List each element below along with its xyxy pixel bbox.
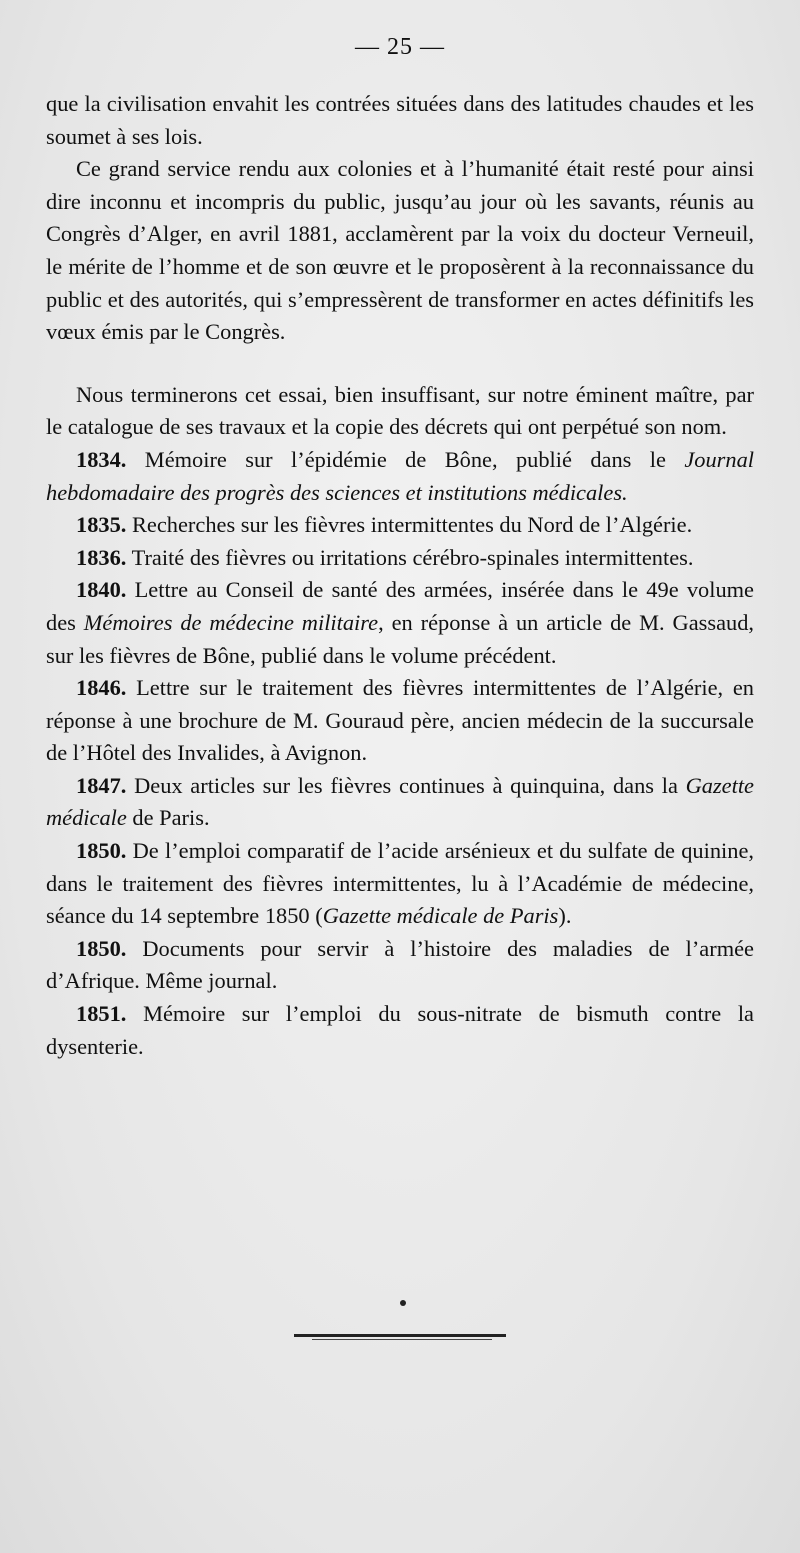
entry-year: 1850. (76, 935, 127, 961)
text-run: Lettre sur le traitement des fièvres intermittentes de l’Algérie, en réponse à une brochure de M. Gouraud père, ancien médecin de la succursale de l’Hôtel des Invalides, à Avignon. (46, 675, 754, 766)
end-rule (294, 1334, 506, 1337)
paragraph (46, 379, 754, 444)
entry-year: 1850. (76, 838, 127, 864)
text-run: Lettre au Conseil de santé des armées, insérée dans le 49e volume des (46, 577, 754, 635)
text-run: Mémoire sur l’épidémie de Bône, publié dans le (126, 446, 685, 472)
text-run: de Paris. (126, 805, 210, 831)
text-run: Nous terminerons cet essai, bien insuffisant, sur notre éminent maître, par le catalogue de ses travaux et la copie des décrets qui ont perpétué son nom. (46, 381, 754, 440)
end-rule-underline (312, 1339, 492, 1340)
ornament-dot (400, 1300, 406, 1306)
text-run: Documents pour servir à l’histoire des maladies de l’armée d’Afrique. Même journal. (46, 935, 754, 994)
paragraph (46, 542, 754, 575)
paragraph (46, 88, 754, 153)
entry-year: 1851. (76, 1001, 127, 1027)
paragraph (46, 444, 754, 509)
italic-title: Mémoires de médecine militaire (83, 609, 379, 635)
page-number: — 25 — (355, 34, 445, 60)
entry-year: 1840. (76, 577, 127, 603)
paragraph (46, 998, 754, 1063)
italic-title: Gazette médicale (46, 772, 754, 831)
text-run: Traité des fièvres ou irritations cérébro-spinales intermittentes. (126, 544, 694, 570)
paragraph (46, 574, 754, 672)
paragraph (46, 509, 754, 542)
text-run: Ce grand service rendu aux colonies et à l’humanité était resté pour ainsi dire inconnu et incompris du public, jusqu’au jour où les savants, réunis au Congrès d’Alger, en avril 1881, acclamèrent par la voix du docteur Verneuil, le mérite de l’homme et de son œuvre et le proposèrent à la reconnaissance du public et des autorités, qui s’empressèrent de transformer en actes définitifs les vœux émis par le Congrès. (46, 156, 754, 345)
body-text (46, 88, 754, 1063)
entry-year: 1846. (76, 675, 127, 701)
entry-year: 1847. (76, 772, 127, 798)
italic-title: Journal hebdomadaire des progrès des sciences et institutions médicales. (46, 446, 754, 505)
italic-title: Gazette médicale de Paris (322, 903, 559, 929)
text-run: Mémoire sur l’emploi du sous-nitrate de bismuth contre la dysenterie. (46, 1001, 754, 1059)
text-run: ). (558, 903, 572, 929)
text-run: que la civilisation envahit les contrées situées dans des latitudes chaudes et les soumet à ses lois. (46, 91, 754, 149)
paragraph (46, 770, 754, 835)
paragraph (46, 933, 754, 998)
paragraph (46, 672, 754, 770)
paragraph (46, 835, 754, 933)
text-run: Deux articles sur les fièvres continues à quinquina, dans la (126, 772, 686, 798)
entry-year: 1836. (76, 544, 127, 570)
paragraph (46, 153, 754, 349)
paragraph-gap (46, 349, 754, 379)
entry-year: 1834. (76, 446, 127, 472)
text-run: De l’emploi comparatif de l’acide arsénieux et du sulfate de quinine, dans le traitement des fièvres intermittentes, lu à l’Académie de médecine, séance du 14 septembre 1850 ( (46, 838, 754, 929)
text-run: Recherches sur les fièvres intermittentes du Nord de l’Algérie. (126, 512, 693, 538)
text-run: , en réponse à un article de M. Gassaud, sur les fièvres de Bône, publié dans le volume précédent. (46, 609, 754, 668)
entry-year: 1835. (76, 512, 127, 538)
